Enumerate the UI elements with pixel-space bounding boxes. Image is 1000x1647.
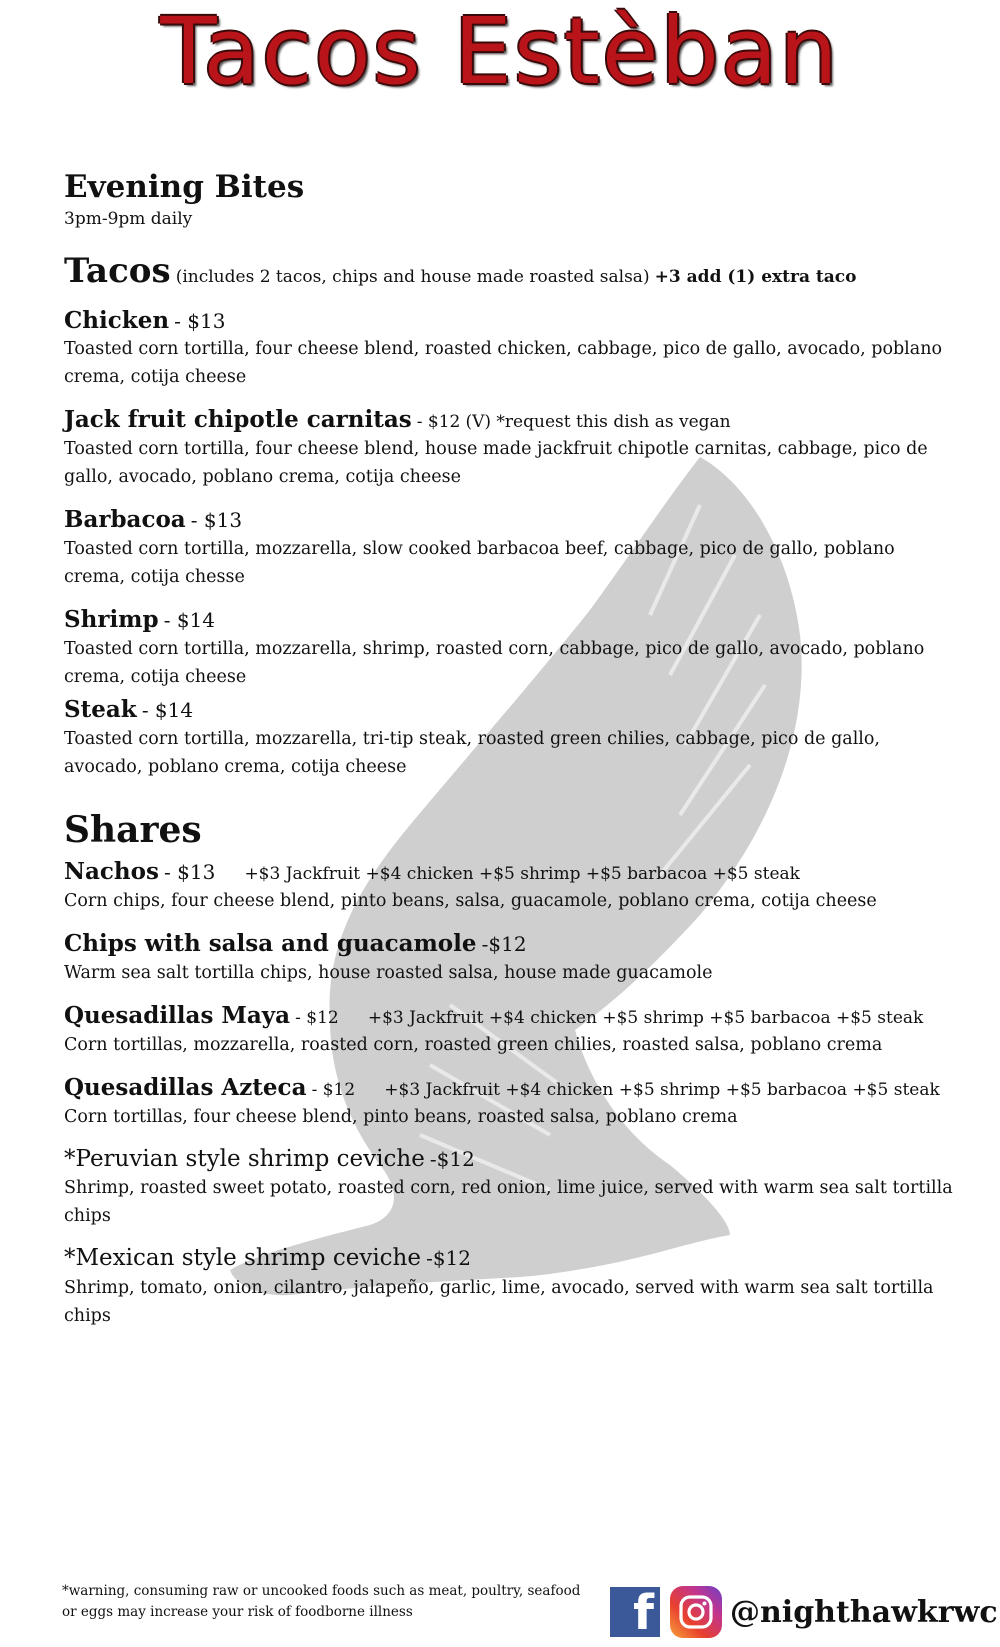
tacos-header (64, 251, 954, 292)
item-description: Corn tortillas, four cheese blend, pinto beans, roasted salsa, poblano crema (64, 1106, 738, 1127)
item-description: Corn chips, four cheese blend, pinto beans, salsa, guacamole, poblano crema, cotija cheese (64, 890, 877, 911)
tacos-note: (includes 2 tacos, chips and house made roasted salsa) (175, 266, 650, 287)
item-price: - $13 (164, 860, 216, 884)
menu-item-nachos (64, 857, 954, 915)
menu-item-steak (64, 695, 954, 781)
item-name: Steak (64, 696, 137, 724)
menu-item-jackfruit (64, 405, 954, 491)
item-name: Quesadillas Maya (64, 1001, 291, 1029)
item-price: -$12 (481, 931, 527, 956)
brand-title: Tacos Estèban (160, 0, 840, 105)
item-description: Shrimp, roasted sweet potato, roasted corn, red onion, lime juice, served with warm sea salt tortilla chips (64, 1178, 953, 1227)
raw-food-warning: *warning, consuming raw or uncooked foods such as meat, poultry, seafood or eggs may increase your risk of foodborne illness (62, 1583, 581, 1620)
menu-item-peruvian-ceviche (64, 1145, 954, 1231)
menu-item-barbacoa (64, 505, 954, 591)
item-price: - $12 (295, 1007, 339, 1028)
item-description: Corn tortillas, mozzarella, roasted corn, roasted green chilies, roasted salsa, poblano crema (64, 1034, 883, 1055)
menu-hours: 3pm-9pm daily (64, 208, 193, 229)
item-description: Toasted corn tortilla, mozzarella, slow cooked barbacoa beef, cabbage, pico de gallo, poblano crema, cotija chesse (64, 539, 895, 588)
item-name: Shrimp (64, 606, 159, 634)
item-description: Toasted corn tortilla, four cheese blend, house made jackfruit chipotle carnitas, cabbage, pico de gallo, avocado, poblano crema, cotija cheese (64, 439, 928, 488)
menu-item-quesadillas-azteca (64, 1073, 954, 1131)
tacos-extra: +3 add (1) extra taco (654, 266, 857, 287)
item-name: Jack fruit chipotle carnitas (64, 406, 412, 434)
item-price: - $14 (141, 698, 194, 723)
menu-item-quesadillas-maya (64, 1001, 954, 1059)
item-addons: +$3 Jackfruit +$4 chicken +$5 shrimp +$5 barbacoa +$5 steak (384, 1079, 940, 1100)
item-name: *Peruvian style shrimp ceviche (64, 1145, 425, 1172)
item-price: - $14 (163, 608, 215, 633)
menu (64, 168, 954, 1330)
instagram-icon[interactable] (670, 1586, 722, 1638)
item-vegan-note: (V) *request this dish as vegan (465, 412, 731, 433)
facebook-icon[interactable]: f (610, 1587, 660, 1637)
item-price: -$12 (429, 1146, 475, 1171)
item-price: - $12 (416, 412, 461, 433)
item-price: - $12 (311, 1079, 356, 1100)
social-links (610, 1584, 998, 1640)
menu-item-shrimp (64, 605, 954, 691)
item-addons: +$3 Jackfruit +$4 chicken +$5 shrimp +$5 barbacoa +$5 steak (367, 1007, 924, 1028)
shares-heading: Shares (64, 809, 202, 851)
item-name: Quesadillas Azteca (64, 1073, 307, 1101)
social-handle[interactable]: @nighthawkrwc (730, 1594, 998, 1630)
item-addons: +$3 Jackfruit +$4 chicken +$5 shrimp +$5 barbacoa +$5 steak (244, 864, 800, 884)
item-name: *Mexican style shrimp ceviche (64, 1245, 421, 1272)
item-name: Chicken (64, 306, 170, 334)
item-name: Chips with salsa and guacamole (64, 929, 477, 957)
item-price: - $13 (190, 508, 243, 533)
item-description: Shrimp, tomato, onion, cilantro, jalapeño, garlic, lime, avocado, served with warm sea salt tortilla chips (64, 1278, 934, 1327)
menu-item-chips-salsa-guacamole (64, 929, 954, 987)
item-description: Toasted corn tortilla, mozzarella, shrimp, roasted corn, cabbage, pico de gallo, avocado, poblano crema, cotija cheese (64, 639, 925, 688)
item-description: Warm sea salt tortilla chips, house roasted salsa, house made guacamole (64, 962, 713, 983)
menu-item-mexican-ceviche (64, 1244, 954, 1330)
item-name: Nachos (64, 858, 159, 885)
menu-title: Evening Bites (64, 169, 305, 205)
item-description: Toasted corn tortilla, four cheese blend, roasted chicken, cabbage, pico de gallo, avocado, poblano crema, cotija cheese (64, 339, 943, 388)
menu-item-chicken (64, 306, 954, 392)
tacos-heading: Tacos (64, 250, 171, 291)
item-description: Toasted corn tortilla, mozzarella, tri-tip steak, roasted green chilies, cabbage, pico de gallo, avocado, poblano crema, cotija cheese (64, 729, 880, 777)
item-name: Barbacoa (64, 506, 186, 534)
item-price: -$12 (426, 1246, 472, 1271)
item-price: - $13 (174, 308, 226, 333)
